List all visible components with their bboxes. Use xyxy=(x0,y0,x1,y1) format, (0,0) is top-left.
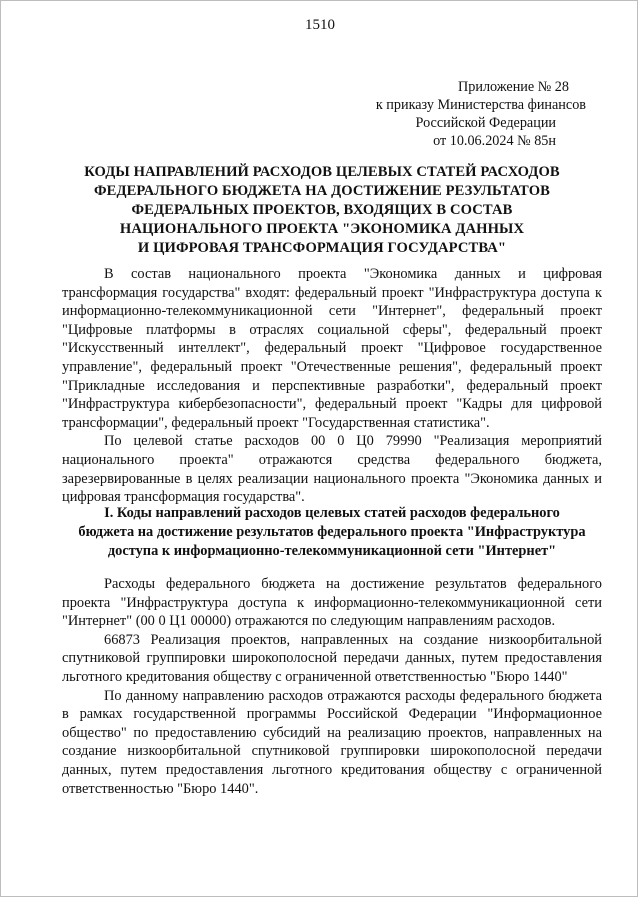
title-line: НАЦИОНАЛЬНОГО ПРОЕКТА "ЭКОНОМИКА ДАННЫХ xyxy=(119,221,525,237)
section-1-paragraph-3: По данному направлению расходов отражаются расходы федерального бюджета в рамках государственной программы Российской Федерации "Информационное общество" по предоставлению субсидий на реализацию проектов, направленных на создание низкоорбитальной спутниковой группировки широкополосной передачи данных, путем предоставления льготного кредитования обществу с ограниченной ответственностью "Бюро 1440". xyxy=(62,687,602,797)
title-line: ФЕДЕРАЛЬНОГО БЮДЖЕТА НА ДОСТИЖЕНИЕ РЕЗУЛЬТАТОВ xyxy=(93,183,550,199)
appendix-date: от 10.06.2024 № 85н xyxy=(433,133,556,149)
document-title xyxy=(62,163,582,258)
section-title-line: доступа к информационно-телекоммуникационной сети "Интернет" xyxy=(107,543,557,559)
section-1-body xyxy=(62,575,602,798)
intro-paragraph-2: По целевой статье расходов 00 0 Ц0 79990 "Реализация мероприятий национального проекта" отражаются средства федерального бюджета, зарезервированные в целях реализации национального проекта "Экономика данных и цифровая трансформация государства". xyxy=(62,433,602,506)
title-line: И ЦИФРОВАЯ ТРАНСФОРМАЦИЯ ГОСУДАРСТВА" xyxy=(137,240,507,256)
section-1-paragraph-1: Расходы федерального бюджета на достижение результатов федерального проекта "Инфраструктура доступа к информационно-телекоммуникационной сети "Интернет" (00 0 Ц1 00000) отражаются по следующим направлениям расходов. xyxy=(62,576,602,630)
title-line: КОДЫ НАПРАВЛЕНИЙ РАСХОДОВ ЦЕЛЕВЫХ СТАТЕЙ РАСХОДОВ xyxy=(84,164,560,180)
page-number: 1510 xyxy=(305,17,335,33)
title-line: ФЕДЕРАЛЬНЫХ ПРОЕКТОВ, ВХОДЯЩИХ В СОСТАВ xyxy=(131,202,513,218)
appendix-order: к приказу Министерства финансов xyxy=(375,97,586,113)
appendix-block xyxy=(326,78,586,150)
intro-paragraph-1: В состав национального проекта "Экономика данных и цифровая трансформация государства" входят: федеральный проект "Инфраструктура доступа к информационно-телекоммуникационной сети "Интернет", федеральный проект "Цифровые платформы в отраслях социальной сферы", федеральный проект "Искусственный интеллект", федеральный проект "Цифровое государственное управление", федеральный проект "Отечественные решения", федеральный проект "Прикладные исследования и перспективные разработки", федеральный проект "Инфраструктура кибербезопасности", федеральный проект "Кадры для цифровой трансформации", федеральный проект "Государственная статистика". xyxy=(62,266,602,431)
section-title-line: I. Коды направлений расходов целевых статей расходов федерального xyxy=(104,505,560,521)
section-1-paragraph-2: 66873 Реализация проектов, направленных на создание низкоорбитальной спутниковой группировки широкополосной передачи данных, путем предоставления льготного кредитования обществу с ограниченной ответственностью "Бюро 1440" xyxy=(62,631,602,685)
section-title-line: бюджета на достижение результатов федерального проекта "Инфраструктура xyxy=(78,524,586,540)
section-1-title xyxy=(62,504,602,561)
intro-section xyxy=(62,265,602,507)
appendix-number: Приложение № 28 xyxy=(458,79,569,95)
appendix-country: Российской Федерации xyxy=(415,115,556,131)
